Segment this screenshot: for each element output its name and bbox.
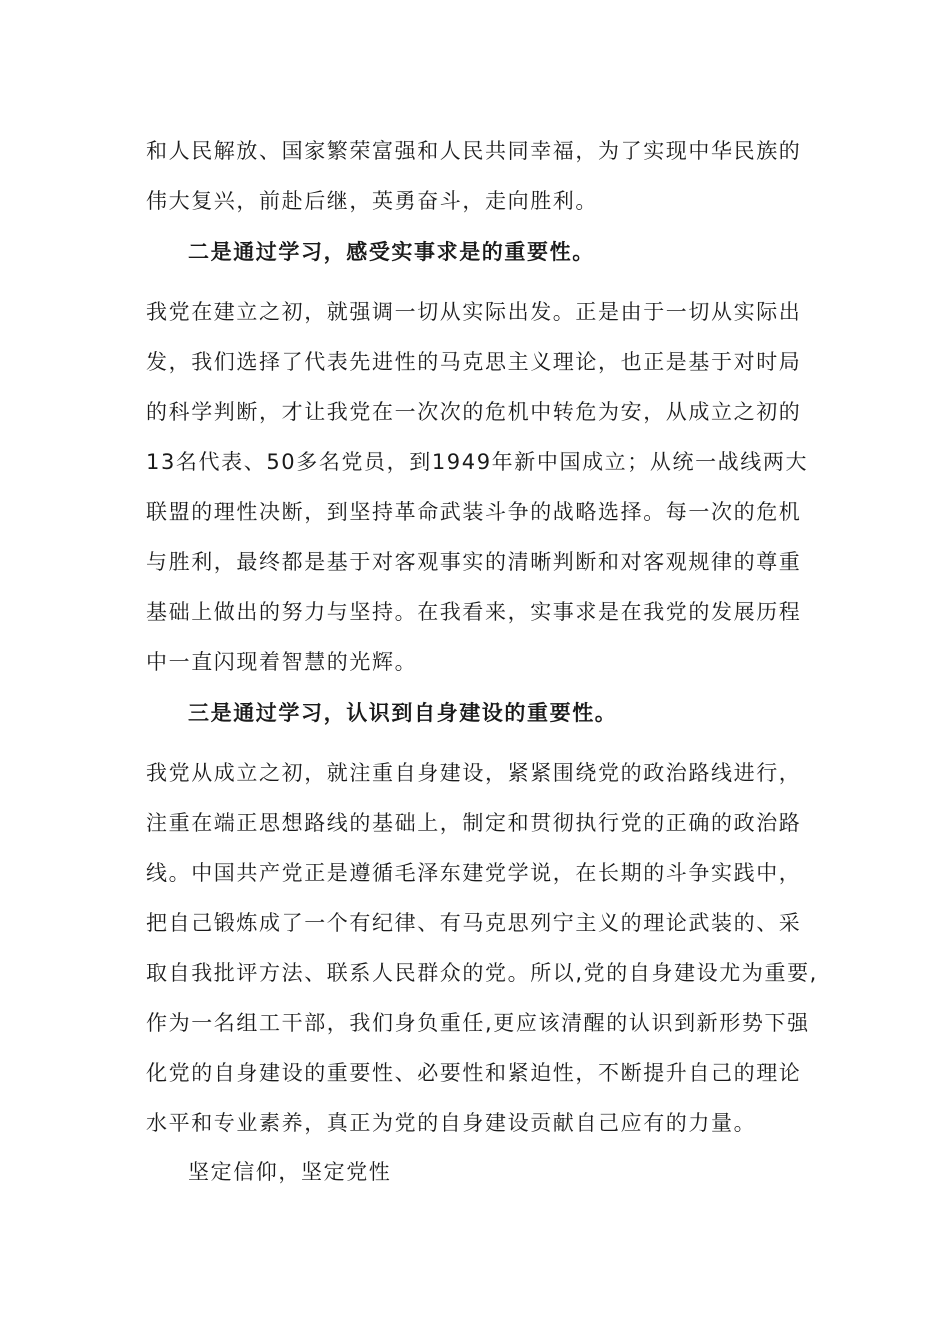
text-line: 我党在建立之初，就强调一切从实际出发。正是由于一切从实际出 [146, 300, 802, 324]
text-line: 与胜利，最终都是基于对客观事实的清晰判断和对客观规律的尊重 [146, 550, 802, 574]
section-heading: 三是通过学习，认识到自身建设的重要性。 [188, 701, 618, 725]
text-line: 把自己锻炼成了一个有纪律、有马克思列宁主义的理论武装的、采 [146, 911, 802, 935]
text-line: 我党从成立之初，就注重自身建设，紧紧围绕党的政治路线进行， [146, 761, 802, 785]
text-line: 中一直闪现着智慧的光辉。 [146, 650, 418, 674]
text-line: 的科学判断，才让我党在一次次的危机中转危为安，从成立之初的 [146, 400, 802, 424]
text-line: 取自我批评方法、联系人民群众的党。所以,党的自身建设尤为重要, [146, 961, 818, 985]
text-line: 水平和专业素养，真正为党的自身建设贡献自己应有的力量。 [146, 1111, 757, 1135]
text-line: 作为一名组工干部，我们身负重任,更应该清醒的认识到新形势下强 [146, 1011, 810, 1035]
text-line: 伟大复兴，前赴后继，英勇奋斗，走向胜利。 [146, 189, 598, 213]
closing-heading: 坚定信仰，坚定党性 [188, 1160, 392, 1184]
text-line: 线。中国共产党正是遵循毛泽东建党学说，在长期的斗争实践中， [146, 861, 802, 885]
text-line: 化党的自身建设的重要性、必要性和紧迫性，不断提升自己的理论 [146, 1061, 802, 1085]
text-line: 联盟的理性决断，到坚持革命武装斗争的战略选择。每一次的危机 [146, 500, 802, 524]
section-heading: 二是通过学习，感受实事求是的重要性。 [188, 240, 595, 264]
text-line: 注重在端正思想路线的基础上，制定和贯彻执行党的正确的政治路 [146, 811, 802, 835]
text-line: 基础上做出的努力与坚持。在我看来，实事求是在我党的发展历程 [146, 600, 802, 624]
text-line: 和人民解放、国家繁荣富强和人民共同幸福，为了实现中华民族的 [146, 139, 802, 163]
text-line: 13名代表、50多名党员，到1949年新中国成立；从统一战线两大 [146, 450, 809, 474]
text-line: 发，我们选择了代表先进性的马克思主义理论，也正是基于对时局 [146, 350, 802, 374]
